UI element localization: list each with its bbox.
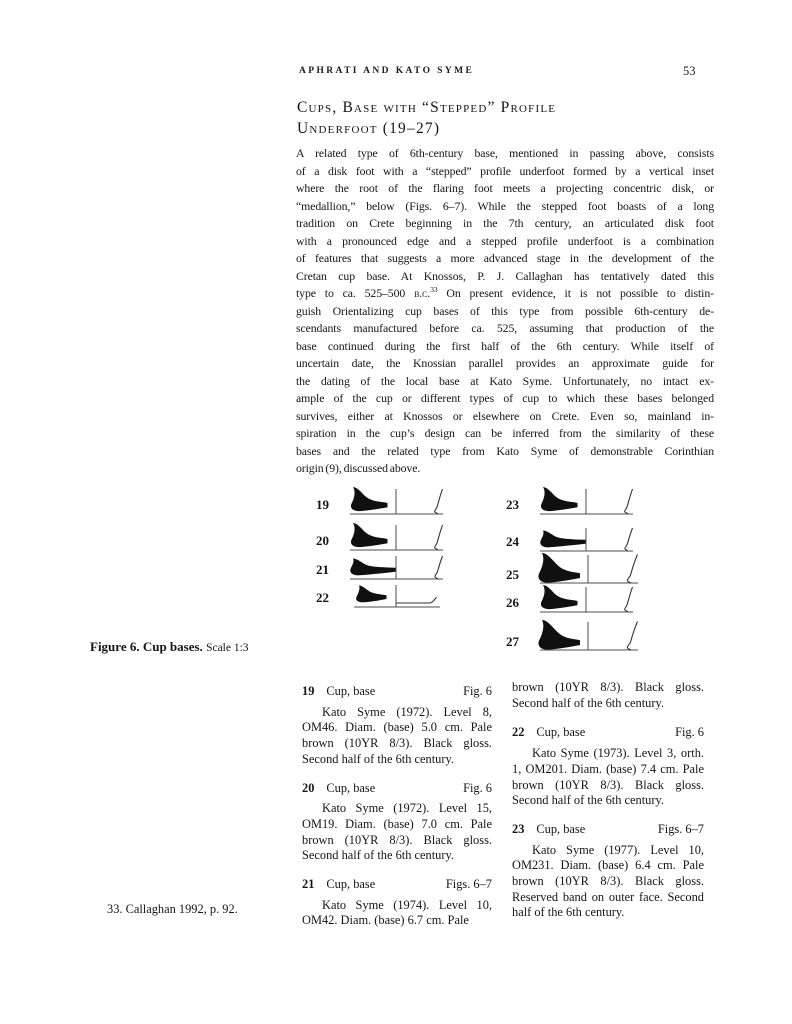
- cup-base-profile-drawing-icon: [344, 579, 450, 611]
- catalog-entry-figref: Figs. 6–7: [445, 877, 492, 892]
- cup-base-profile-drawing-icon: [534, 584, 640, 616]
- body-line: spiration in the cup’s design can be inferred from the similarity of these: [296, 426, 714, 440]
- catalog-entry-23: [512, 822, 704, 921]
- figure-item-number: 27: [506, 634, 519, 649]
- body-line: tradition on Crete beginning in the 7th century, an articulated disk foot: [296, 216, 714, 230]
- body-paragraph: [296, 145, 714, 478]
- catalog-entry-title: Cup, base: [326, 780, 376, 795]
- figure-item-number: 22: [316, 590, 329, 605]
- bc-smallcaps: b.c.: [414, 286, 431, 300]
- running-head: APHRATI AND KATO SYME: [299, 66, 475, 76]
- catalog-entry-number: 21: [302, 877, 315, 892]
- catalog-entry-description: Kato Syme (1972). Level 15, OM19. Diam. (base) 7.0 cm. Pale brown (10YR 8/3). Black gloss. Second half of the 6th century.: [302, 801, 492, 863]
- figure-item-number: 21: [316, 562, 329, 577]
- body-line: where the root of the flaring foot meets a projecting concentric disk, or: [296, 181, 714, 195]
- body-line: guish Orientalizing cup bases of this type from possible 6th-century de-: [296, 303, 714, 318]
- cup-base-profile-drawing-icon: [534, 486, 640, 518]
- figure-row-27: [506, 619, 646, 655]
- body-line: of a disk foot with a “stepped” profile underfoot formed by a vertical inset: [296, 163, 714, 178]
- figure-item-number: 26: [506, 595, 519, 610]
- body-line: ample of the cup or different types of cup to which these bases belonged: [296, 391, 714, 405]
- cup-base-profile-drawing-icon: [344, 522, 450, 554]
- figure-row-22: [316, 579, 450, 611]
- catalog-entry-description: Kato Syme (1974). Level 10, OM42. Diam. (base) 6.7 cm. Pale: [302, 897, 492, 928]
- body-line: the dating of the local base at Kato Syme. Unfortunately, no intact ex-: [296, 373, 714, 388]
- body-line: survives, either at Knossos or elsewhere on Crete. Even so, mainland in-: [296, 408, 714, 423]
- cup-base-profile-drawing-icon: [534, 552, 646, 588]
- catalog-entry-description: Kato Syme (1972). Level 8, OM46. Diam. (base) 5.0 cm. Pale brown (10YR 8/3). Black gloss. Second half of the 6th century.: [302, 704, 492, 766]
- body-line: uncertain date, the Knossian parallel provides an approximate guide for: [296, 356, 714, 370]
- figure-row-20: [316, 522, 450, 554]
- body-line: of features that suggests a more advanced stage in the development of the: [296, 251, 714, 265]
- catalog-entry-number: 23: [512, 821, 525, 836]
- catalog-entry-description: Kato Syme (1973). Level 3, orth. 1, OM201. Diam. (base) 7.4 cm. Pale brown (10YR 8/3). Black gloss. Second half of the 6th century.: [512, 746, 704, 808]
- figure-row-19: [316, 486, 450, 518]
- catalog-entry-header: [302, 781, 492, 797]
- catalog-entry-21: [302, 877, 492, 929]
- catalog-entry-19: [302, 684, 492, 768]
- figure-caption: [90, 639, 249, 655]
- catalog-entry-figref: Fig. 6: [675, 725, 704, 740]
- catalog-entry-figref: Figs. 6–7: [657, 821, 704, 836]
- catalog-entry-number: 19: [302, 684, 315, 698]
- section-heading-line1: Cups, Base with “Stepped” Profile: [297, 99, 557, 116]
- body-line: base continued during the first half of the 6th century. While itself of: [296, 338, 714, 353]
- cup-base-profile-drawing-icon: [534, 619, 646, 655]
- body-line-with-footnote-ref: [296, 285, 714, 303]
- body-line: Cretan cup base. At Knossos, P. J. Callaghan has tentatively dated this: [296, 268, 714, 283]
- figure-item-number: 24: [506, 534, 519, 549]
- catalog-entry-20: [302, 781, 492, 865]
- section-heading: [297, 97, 727, 139]
- figure-item-number: 23: [506, 497, 519, 512]
- catalog-entry-header: [302, 877, 492, 893]
- cup-base-profile-drawing-icon: [344, 486, 450, 518]
- body-line: scendants manufactured before ca. 525, assuming that production of the: [296, 321, 714, 335]
- figure-item-number: 25: [506, 567, 519, 582]
- footnote: 33. Callaghan 1992, p. 92.: [107, 902, 238, 916]
- cup-base-profile-drawing-icon: [534, 523, 640, 555]
- page-number: 53: [683, 64, 696, 78]
- figure-row-23: [506, 486, 640, 518]
- body-line: bases and the related type from Kato Syme of demonstrable Corinthian: [296, 443, 714, 458]
- catalog-entry-figref: Fig. 6: [463, 780, 492, 795]
- section-heading-line2: Underfoot (19–27): [297, 120, 441, 137]
- catalog-column-left: [302, 684, 492, 942]
- footnote-reference: 33: [430, 285, 438, 295]
- catalog-entry-22: [512, 725, 704, 809]
- catalog-entry-title: Cup, base: [536, 725, 586, 740]
- catalog-entry-description: Kato Syme (1977). Level 10, OM231. Diam. (base) 6.4 cm. Pale brown (10YR 8/3). Black gloss. Reserved band on outer face. Second half of the 6th century.: [512, 842, 704, 920]
- body-line: A related type of 6th-century base, mentioned in passing above, consists: [296, 146, 714, 160]
- figure-row-24: [506, 523, 640, 555]
- figure-row-26: [506, 584, 640, 616]
- catalog-entry-number: 20: [302, 780, 315, 795]
- figure-item-number: 20: [316, 533, 329, 548]
- catalog-entry-number: 22: [512, 725, 525, 740]
- body-line: origin (9), discussed above.: [296, 461, 421, 475]
- catalog-entry-title: Cup, base: [536, 821, 586, 836]
- body-line: with a pronounced edge and a stepped profile underfoot is a combination: [296, 233, 714, 248]
- figure-row-25: [506, 552, 646, 588]
- catalog-entry-title: Cup, base: [326, 877, 376, 892]
- body-line: “medallion,” below (Figs. 6–7). While the stepped foot boasts of a long: [296, 198, 714, 213]
- figure-caption-title: Figure 6. Cup bases.: [90, 639, 203, 654]
- figure-item-number: 19: [316, 497, 329, 512]
- catalog-entry-figref: Fig. 6: [463, 684, 492, 698]
- catalog-entry-header: [512, 822, 704, 838]
- body-text-fragment: type to ca. 525–500: [296, 286, 415, 300]
- figure-caption-scale: Scale 1:3: [206, 642, 249, 654]
- catalog-column-right: [512, 680, 704, 934]
- catalog-entry-header: [302, 684, 492, 700]
- body-text-fragment: On present evidence, it is not possible to distin-: [437, 286, 714, 300]
- catalog-entry-header: [512, 725, 704, 741]
- catalog-entry-21-continuation: brown (10YR 8/3). Black gloss. Second half of the 6th century.: [512, 680, 704, 710]
- catalog-entry-title: Cup, base: [326, 684, 376, 698]
